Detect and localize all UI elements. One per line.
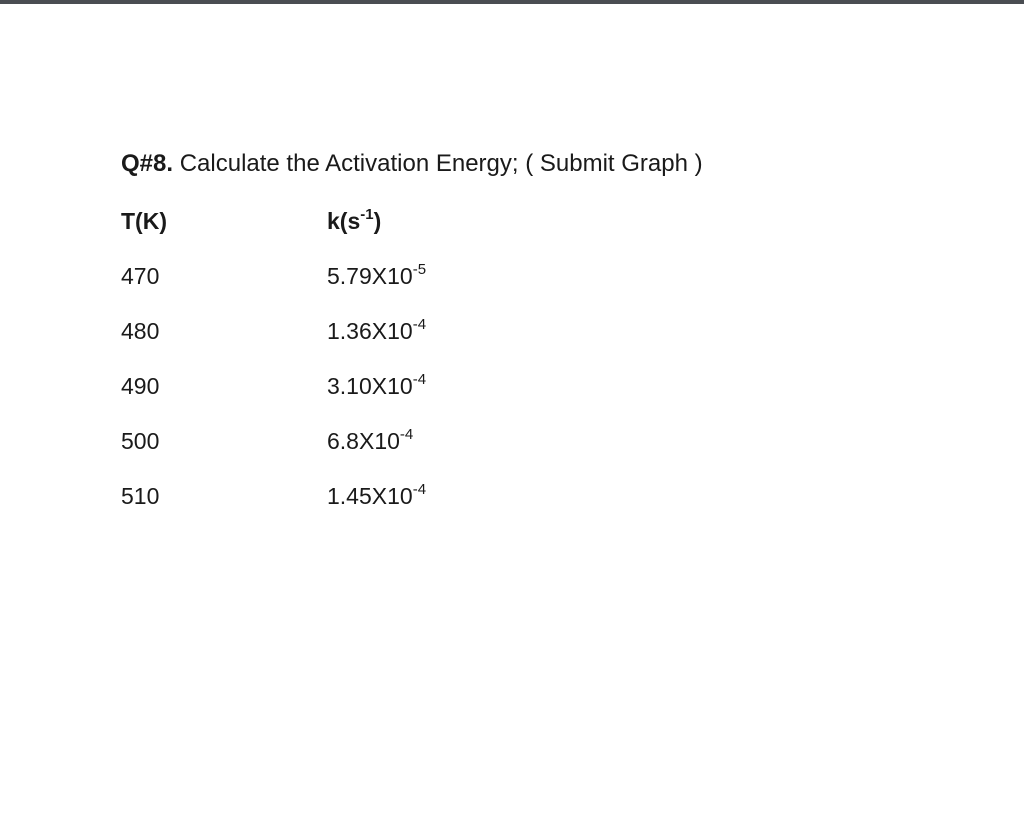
row-4-temperature: 500 [121, 428, 160, 454]
row-1-rate-base: 5.79X10 [327, 263, 413, 289]
row-2-rate [327, 316, 426, 350]
row-4-rate [327, 426, 413, 460]
row-3-temperature: 490 [121, 373, 160, 399]
row-1-rate-exponent: -5 [412, 261, 427, 278]
row-5-rate-base: 1.45X10 [327, 483, 413, 509]
row-5-rate-exponent: -4 [412, 481, 427, 498]
window-top-border [0, 0, 1024, 4]
question-heading [121, 148, 703, 180]
row-3-rate [327, 371, 426, 405]
header-rate-constant [327, 206, 381, 240]
row-1-rate [327, 261, 426, 295]
row-3-rate-base: 3.10X10 [327, 373, 413, 399]
row-4-rate-base: 6.8X10 [327, 428, 400, 454]
row-5-rate [327, 481, 426, 515]
row-1-temperature: 470 [121, 263, 160, 289]
header-rate-exponent: -1 [360, 206, 374, 223]
row-2-rate-exponent: -4 [412, 316, 427, 333]
row-4-rate-exponent: -4 [399, 426, 414, 443]
header-temperature: T(K) [121, 208, 167, 234]
question-text: Calculate the Activation Energy; ( Submit Graph ) [179, 150, 703, 177]
question-number: Q#8. [121, 150, 174, 177]
row-2-temperature: 480 [121, 318, 160, 344]
header-rate-close: ) [373, 208, 382, 234]
header-rate-base: k(s [327, 208, 361, 234]
row-3-rate-exponent: -4 [412, 371, 427, 388]
row-5-temperature: 510 [121, 483, 160, 509]
row-2-rate-base: 1.36X10 [327, 318, 413, 344]
